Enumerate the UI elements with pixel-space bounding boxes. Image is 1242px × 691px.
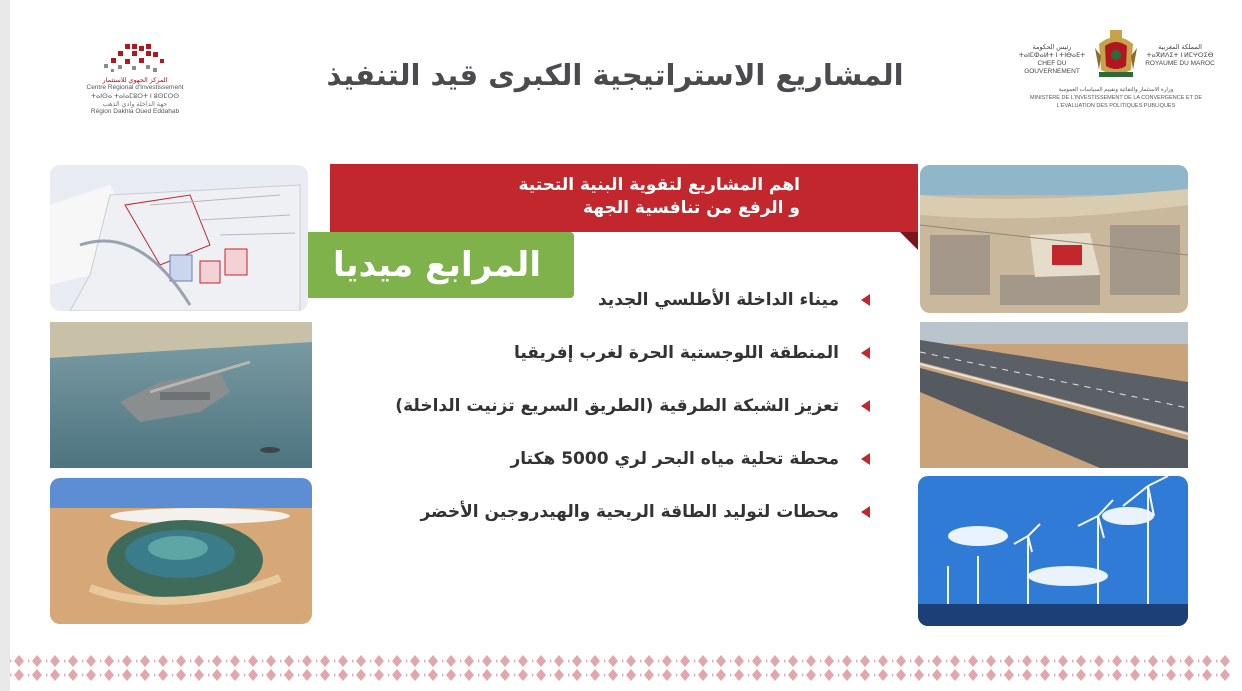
lagoon-landscape-image [50,478,312,624]
list-item: محطات لتوليد الطاقة الريحية والهيدروجين الأخضر [330,502,870,522]
page-title: المشاريع الاستراتيجية الكبرى قيد التنفيذ [326,58,904,92]
list-item: تعزيز الشبكة الطرقية (الطريق السريع تزنيت الداخلة) [330,396,870,416]
ministry-text: وزارة الاستثمار والتقائية وتقييم السياسات العمومية MINISTÈRE DE L'INVESTISSEMENT DE LA CONVERGENCE ET DE L'ÉVALUATION DES POLITIQUES PUBLIQUES [1030,87,1202,109]
list-item: ميناء الداخلة الأطلسي الجديد [330,290,870,310]
coat-of-arms-icon [1091,26,1141,80]
port-rendering-image [50,322,312,468]
bullet-arrow-icon [861,400,870,412]
crp-name-tifinagh: ⵜⴰⵏⵙⴰ ⵜⴰⵏⴰⵎⵓⵔⵜ ⵏ ⵓⵙⵎⵔⵙ [90,93,180,100]
watermark-badge: المرابع ميديا [300,232,574,298]
royaume-text: المملكة المغربية ⵜⴰⴳⵍⴷⵉⵜ ⵏ ⵍⵎⵖⵔⵉⴱ ROYAUME DU MAROC [1145,44,1215,67]
crp-name-arabic: المركز الجهوي للاستثمار [102,77,168,84]
list-item: محطة تحلية مياه البحر لري 5000 هكتار [330,449,870,469]
banner-fold [900,232,918,250]
decorative-pattern-border [10,654,1232,682]
crp-logo [75,42,195,122]
banner-text [440,174,800,220]
city-aerial-image [920,165,1188,313]
wind-solar-image [918,476,1188,626]
bullet-arrow-icon [861,347,870,359]
chef-gouvernement-text: رئيس الحكومة ⵜⴰⵏⵎⵀⴰⵍⵜ ⵏ ⵜⵏⴱⴰⴹⵜ CHEF DU GOUVERNEMENT [1018,44,1086,75]
bullet-arrow-icon [861,294,870,306]
list-item: المنطقة اللوجستية الحرة لغرب إفريقيا [330,343,870,363]
window-edge [0,0,10,691]
crp-region-french: Région Dakhla Oued Eddahab [90,108,180,115]
banner-line-1: اهم المشاريع لتقوية البنية التحتية [518,175,800,195]
bullet-arrow-icon [861,506,870,518]
government-logo [1016,26,1216,116]
crp-region-arabic: جهة الداخلة وادي الذهب [102,101,168,108]
bullet-arrow-icon [861,453,870,465]
highway-image [920,322,1188,468]
crp-pixel-mark-icon [103,42,167,74]
crp-name-french: Centre Régional d'Investissement [86,84,184,91]
banner-line-2: و الرفع من تنافسية الجهة [583,198,800,218]
logistics-zone-plan-image [50,165,308,311]
